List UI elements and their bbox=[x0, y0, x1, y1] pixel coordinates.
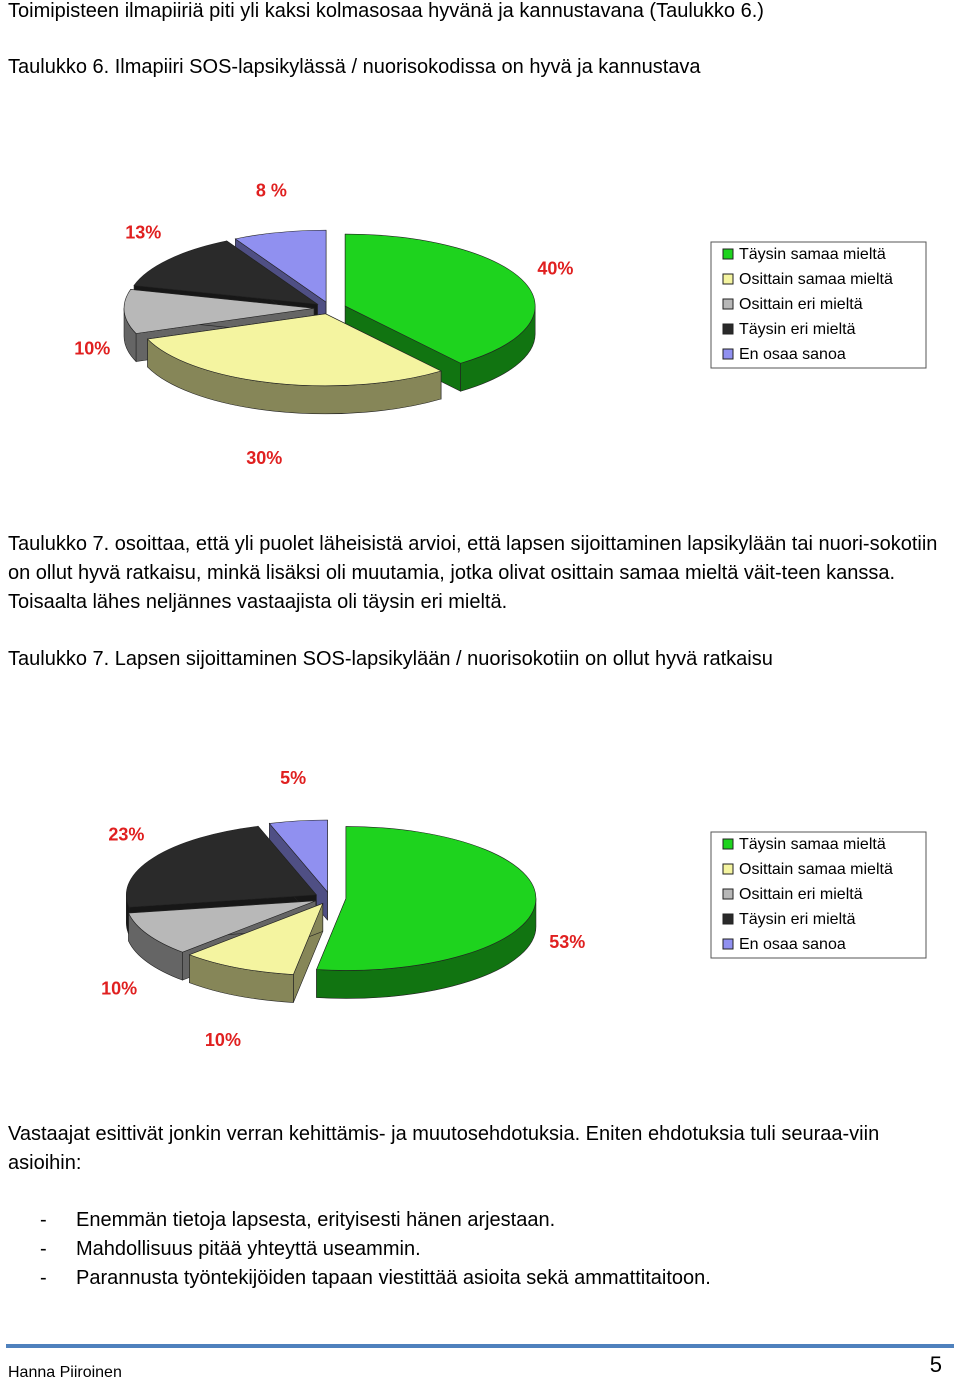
legend-swatch bbox=[723, 889, 733, 899]
data-label: 23% bbox=[108, 824, 145, 845]
table7-caption: Taulukko 7. Lapsen sijoittaminen SOS-lapsikylään / nuorisokotiin on ollut hyvä ratkaisu bbox=[8, 648, 773, 670]
data-label: 8 % bbox=[255, 180, 287, 201]
legend-swatch bbox=[723, 299, 733, 309]
data-label: 5% bbox=[280, 768, 307, 789]
suggestions-paragraph: Vastaajat esittivät jonkin verran kehittämis- ja muutosehdotuksia. Eniten ehdotuksia tuli seuraa-viin asioihin: bbox=[8, 1123, 880, 1174]
legend-swatch bbox=[723, 939, 733, 949]
suggestion-text: Enemmän tietoja lapsesta, erityisesti hänen arjestaan. bbox=[76, 1209, 556, 1231]
legend-swatch bbox=[723, 914, 733, 924]
legend-label: Täysin samaa mieltä bbox=[739, 246, 886, 264]
legend-swatch bbox=[723, 249, 733, 259]
data-label: 10% bbox=[101, 978, 138, 999]
suggestion-text: Parannusta työntekijöiden tapaan viestittää asioita sekä ammattitaitoon. bbox=[76, 1267, 711, 1289]
data-label: 53% bbox=[549, 932, 586, 953]
data-label: 40% bbox=[537, 258, 574, 279]
footer-author: Hanna Piiroinen bbox=[8, 1364, 122, 1381]
list-item: - Mahdollisuus pitää yhteyttä useammin. bbox=[8, 1235, 711, 1264]
pie-slice-taysin-samaa-mielta bbox=[317, 826, 536, 998]
pie-chart-table6 bbox=[0, 180, 960, 490]
suggestion-text: Mahdollisuus pitää yhteyttä useammin. bbox=[76, 1238, 421, 1260]
list-item: - Parannusta työntekijöiden tapaan viestittää asioita sekä ammattitaitoon. bbox=[8, 1264, 711, 1293]
legend-swatch bbox=[723, 274, 733, 284]
legend-label: Osittain eri mieltä bbox=[739, 886, 863, 904]
chart-legend bbox=[711, 242, 926, 368]
intro-line: Toimipisteen ilmapiiriä piti yli kaksi kolmasosaa hyvänä ja kannustavana (Taulukko 6.) bbox=[8, 0, 764, 22]
legend-swatch bbox=[723, 324, 733, 334]
pie-chart-table7 bbox=[0, 768, 960, 1080]
legend-label: Täysin eri mieltä bbox=[739, 321, 856, 339]
data-label: 13% bbox=[125, 222, 162, 243]
list-item: - Enemmän tietoja lapsesta, erityisesti hänen arjestaan. bbox=[8, 1206, 711, 1235]
page-number: 5 bbox=[929, 1352, 942, 1377]
legend-swatch bbox=[723, 864, 733, 874]
data-label: 10% bbox=[74, 338, 111, 359]
table7-paragraph: Taulukko 7. osoittaa, että yli puolet läheisistä arvioi, että lapsen sijoittaminen lapsikylään tai nuori-sokotiin on ollut hyvä ratkaisu, minkä lisäksi oli muutamia, jotka olivat osittain samaa mieltä väit-teen kanssa. Toisaalta lähes neljännes vastaajista oli täysin eri mieltä. bbox=[8, 533, 938, 613]
legend-swatch bbox=[723, 349, 733, 359]
data-label: 10% bbox=[204, 1029, 241, 1050]
legend-label: En osaa sanoa bbox=[739, 936, 846, 954]
chart-legend bbox=[711, 832, 926, 958]
data-label: 30% bbox=[246, 448, 283, 469]
legend-label: Täysin eri mieltä bbox=[739, 911, 856, 929]
footer-rule bbox=[6, 1344, 954, 1348]
legend-swatch bbox=[723, 839, 733, 849]
legend-label: Täysin samaa mieltä bbox=[739, 836, 886, 854]
legend-label: En osaa sanoa bbox=[739, 346, 846, 364]
table6-caption: Taulukko 6. Ilmapiiri SOS-lapsikylässä / nuorisokodissa on hyvä ja kannustava bbox=[8, 56, 701, 78]
legend-label: Osittain samaa mieltä bbox=[739, 861, 893, 879]
legend-label: Osittain eri mieltä bbox=[739, 296, 863, 314]
suggestions-list bbox=[8, 1206, 711, 1293]
legend-label: Osittain samaa mieltä bbox=[739, 271, 893, 289]
